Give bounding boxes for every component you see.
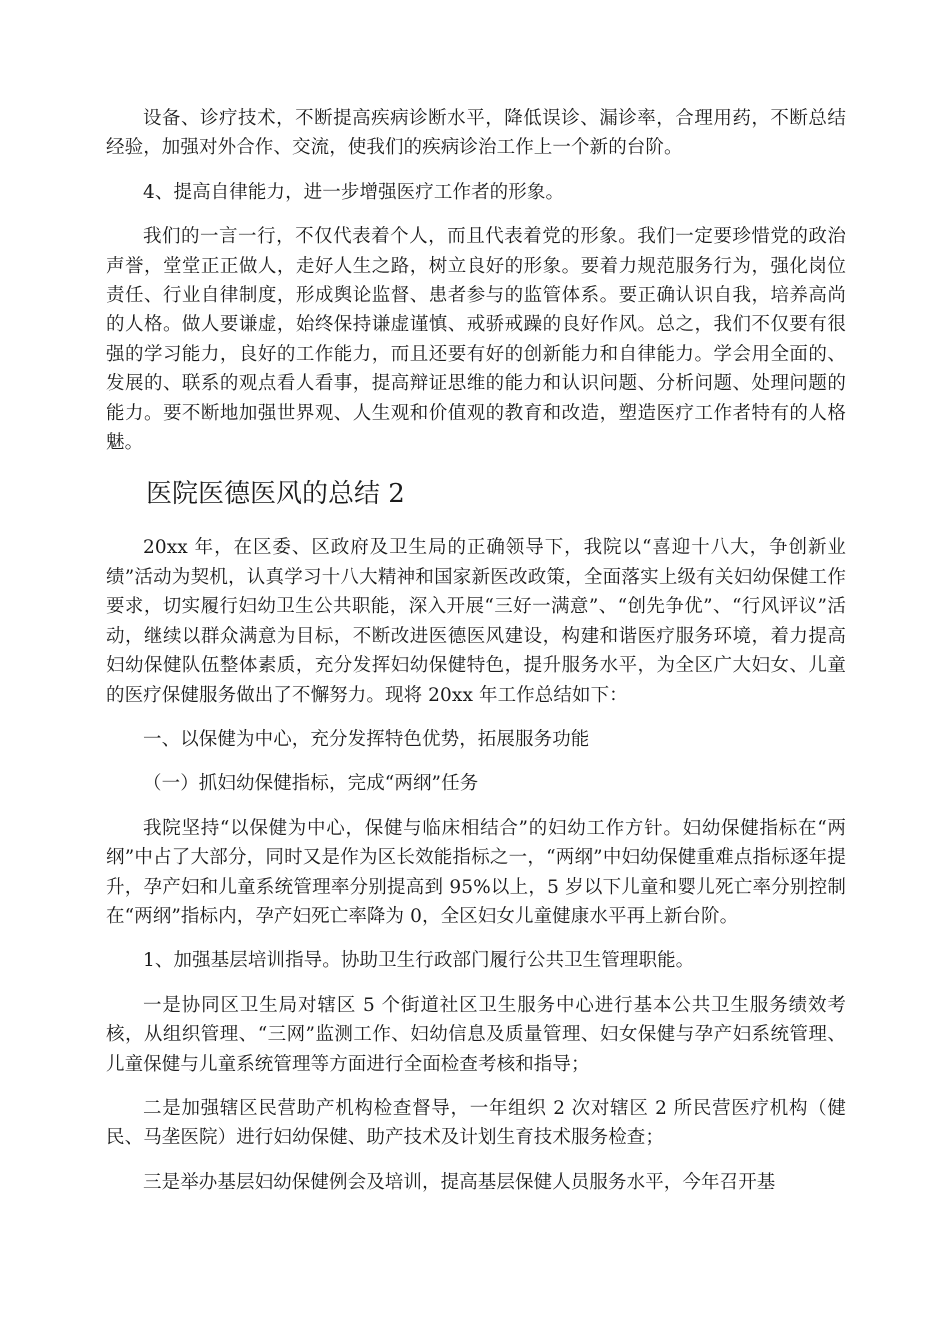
paragraph-3: 我们的一言一行，不仅代表着个人，而且代表着党的形象。我们一定要珍惜党的政治声誉，堂堂正正做人，走好人生之路，树立良好的形象。要着力规范服务行为，强化岗位责任、行业自律制度，形成舆论监督、患者参与的监管体系。要正确认识自我，培养高尚的人格。做人要谦虚，始终保持谦虚谨慎、戒骄戒躁的良好作风。总之，我们不仅要有很强的学习能力，良好的工作能力，而且还要有好的创新能力和自律能力。学会用全面的、发展的、联系的观点看人看事，提高辩证思维的能力和认识问题、分析问题、处理问题的能力。要不断地加强世界观、人生观和价值观的教育和改造，塑造医疗工作者特有的人格魅。	[106, 226, 846, 454]
paragraph-6: （一）抓妇幼保健指标，完成“两纲”任务	[143, 773, 479, 795]
paragraph-7: 我院坚持“以保健为中心，保健与临床相结合”的妇幼工作方针。妇幼保健指标在“两纲”中占了大部分，同时又是作为区长效能指标之一，“两纲”中妇幼保健重难点指标逐年提升，孕产妇和儿童系统管理率分别提高到 95%以上，5 岁以下儿童和婴儿死亡率分别控制在“两纲”指标内，孕产妇死亡率降为 0，全区妇女儿童健康水平再上新台阶。	[106, 817, 846, 927]
paragraph-11: 三是举办基层妇幼保健例会及培训，提高基层保健人员服务水平，今年召开基	[143, 1171, 776, 1193]
paragraph-10: 二是加强辖区民营助产机构检查督导，一年组织 2 次对辖区 2 所民营医疗机构（健民、马垄医院）进行妇幼保健、助产技术及计划生育技术服务检查；	[106, 1097, 846, 1149]
document-body	[106, 104, 846, 1197]
paragraph-5: 一、以保健为中心，充分发挥特色优势，拓展服务功能	[143, 728, 590, 750]
paragraph-1: 设备、诊疗技术，不断提高疾病诊断水平，降低误诊、漏诊率，合理用药，不断总结经验，加强对外合作、交流，使我们的疾病诊治工作上一个新的台阶。	[106, 108, 846, 159]
paragraph-4: 20xx 年，在区委、区政府及卫生局的正确领导下，我院以“喜迎十八大，争创新业绩”活动为契机，认真学习十八大精神和国家新医改政策，全面落实上级有关妇幼保健工作要求，切实履行妇幼卫生公共职能，深入开展“三好一满意”、“创先争优”、“行风评议”活动，继续以群众满意为目标，不断改进医德医风建设，构建和谐医疗服务环境，着力提高妇幼保健队伍整体素质，充分发挥妇幼保健特色，提升服务水平，为全区广大妇女、儿童的医疗保健服务做出了不懈努力。现将 20xx 年工作总结如下：	[106, 537, 846, 706]
paragraph-8: 1、加强基层培训指导。协助卫生行政部门履行公共卫生管理职能。	[143, 950, 695, 972]
section-heading: 医院医德医风的总结 2	[146, 479, 405, 510]
paragraph-2: 4、提高自律能力，进一步增强医疗工作者的形象。	[143, 181, 565, 203]
paragraph-9: 一是协同区卫生局对辖区 5 个街道社区卫生服务中心进行基本公共卫生服务绩效考核，从组织管理、“三网”监测工作、妇幼信息及质量管理、妇女保健与孕产妇系统管理、儿童保健与儿童系统管理等方面进行全面检查考核和指导；	[106, 994, 846, 1075]
